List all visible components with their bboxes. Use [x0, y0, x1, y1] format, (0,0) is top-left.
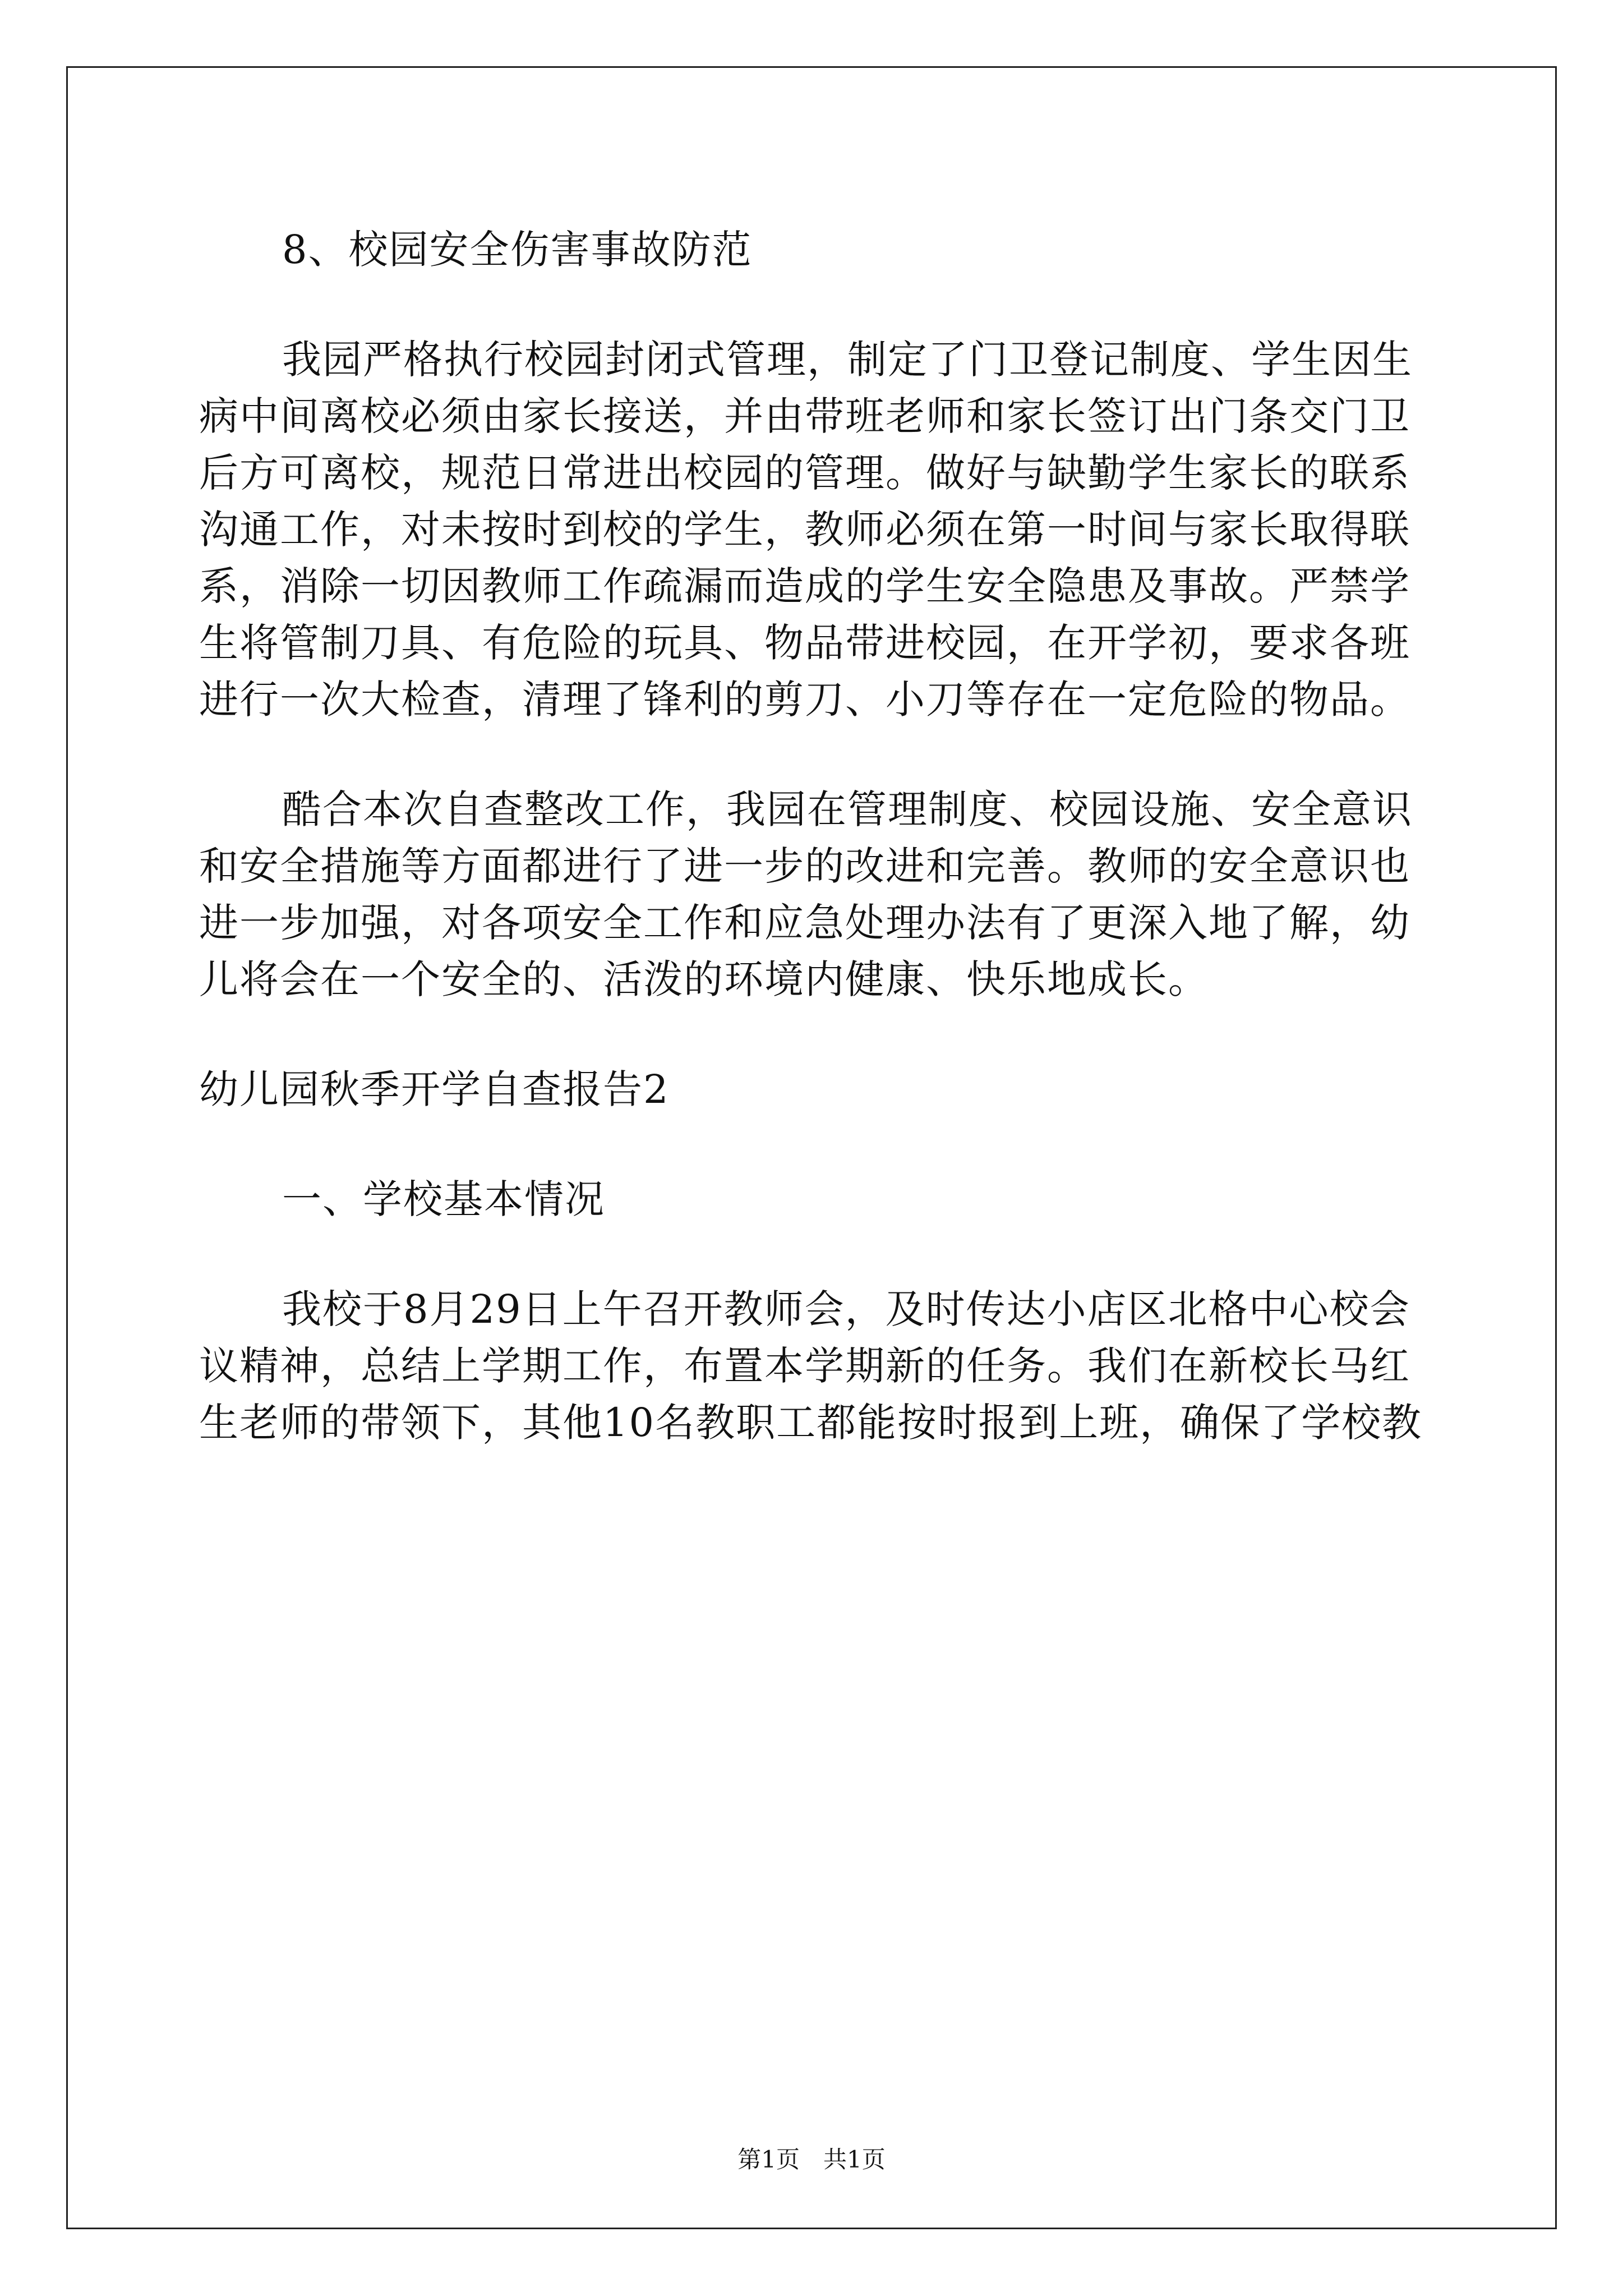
heading-campus-safety	[199, 222, 1427, 278]
text-line: 我园严格执行校园封闭式管理，制定了门卫登记制度、学生因生	[282, 337, 1413, 383]
text-line: 生将管制刀具、有危险的玩具、物品带进校园，在开学初，要求各班	[199, 620, 1410, 666]
report-title-2	[199, 1061, 1427, 1118]
text-line: 沟通工作，对未按时到校的学生，教师必须在第一时间与家长取得联	[199, 507, 1410, 553]
text-line: 儿将会在一个安全的、活泼的环境内健康、快乐地成长。	[199, 956, 1209, 1002]
text-line: 病中间离校必须由家长接送，并由带班老师和家长签订出门条交门卫	[199, 393, 1410, 439]
text-line: 进行一次大检查，清理了锋利的剪刀、小刀等存在一定危险的物品。	[199, 677, 1410, 723]
paragraph-teacher-meeting	[199, 1281, 1427, 1451]
page-number-label: 第1页 共1页	[737, 2146, 886, 2173]
text-line: 和安全措施等方面都进行了进一步的改进和完善。教师的安全意识也	[199, 843, 1410, 889]
text-line: 我校于8月29日上午召开教师会，及时传达小店区北格中心校会	[282, 1286, 1410, 1332]
text-line: 生老师的带领下，其他10名教职工都能按时报到上班，确保了学校教	[199, 1400, 1423, 1446]
text-line: 一、学校基本情况	[282, 1176, 605, 1222]
text-line: 进一步加强，对各项安全工作和应急处理办法有了更深入地了解，幼	[199, 900, 1410, 946]
paragraph-gate-management	[199, 332, 1427, 728]
text-line: 议精神，总结上学期工作，布置本学期新的任务。我们在新校长马红	[199, 1343, 1410, 1389]
text-line: 幼儿园秋季开学自查报告2	[199, 1066, 670, 1112]
heading-school-basics	[199, 1171, 1427, 1228]
text-line: 8、校园安全伤害事故防范	[282, 227, 753, 273]
paragraph-self-inspection-summary	[199, 781, 1427, 1008]
text-line: 酷合本次自查整改工作，我园在管理制度、校园设施、安全意识	[282, 786, 1413, 832]
page-footer	[0, 2143, 1623, 2177]
text-line: 后方可离校，规范日常进出校园的管理。做好与缺勤学生家长的联系	[199, 450, 1410, 496]
document-body	[199, 222, 1427, 1504]
text-line: 系，消除一切因教师工作疏漏而造成的学生安全隐患及事故。严禁学	[199, 563, 1410, 609]
